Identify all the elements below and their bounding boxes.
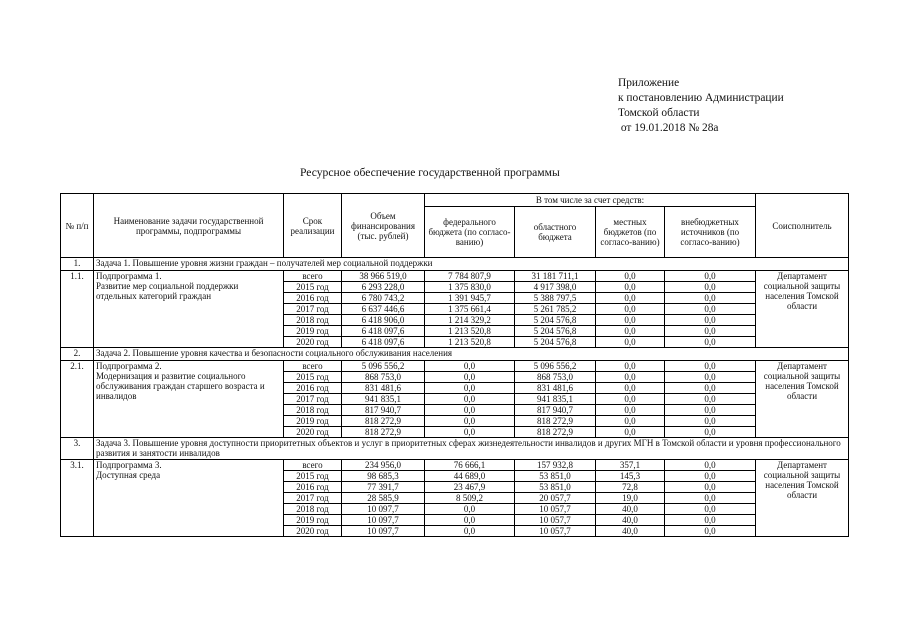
cell-volume: 868 753,0 (342, 372, 425, 383)
cell-regional: 817 940,7 (515, 405, 596, 416)
coexecutor: Департамент социальной защиты населения Томской области (756, 361, 849, 438)
cell-local: 145,3 (596, 471, 665, 482)
cell-extra: 0,0 (665, 326, 756, 337)
cell-extra: 0,0 (665, 293, 756, 304)
document-title: Ресурсное обеспечение государственной программы (300, 166, 560, 179)
cell-volume: 817 940,7 (342, 405, 425, 416)
header-local: местных бюджетов (по согласо-ванию) (596, 207, 665, 258)
cell-federal: 0,0 (425, 526, 515, 537)
cell-period: 2019 год (284, 416, 342, 427)
cell-regional: 5 261 785,2 (515, 304, 596, 315)
appendix-line: от 19.01.2018 № 28а (618, 122, 719, 134)
subprogram-name: Подпрограмма 3. Доступная среда (94, 460, 284, 537)
cell-volume: 98 685,3 (342, 471, 425, 482)
cell-period: 2017 год (284, 493, 342, 504)
cell-local: 0,0 (596, 416, 665, 427)
cell-period: 2018 год (284, 504, 342, 515)
cell-extra: 0,0 (665, 337, 756, 348)
cell-extra: 0,0 (665, 482, 756, 493)
cell-federal: 0,0 (425, 383, 515, 394)
table-row (61, 460, 849, 471)
cell-local: 357,1 (596, 460, 665, 471)
cell-extra: 0,0 (665, 471, 756, 482)
task-number: 3. (61, 438, 94, 460)
header-extra: внебюджетных источников (по согласо-ванию) (665, 207, 756, 258)
cell-local: 0,0 (596, 271, 665, 282)
cell-regional: 53 851,0 (515, 471, 596, 482)
cell-extra: 0,0 (665, 383, 756, 394)
cell-volume: 10 097,7 (342, 515, 425, 526)
cell-local: 0,0 (596, 282, 665, 293)
cell-period: 2019 год (284, 515, 342, 526)
cell-regional: 10 057,7 (515, 526, 596, 537)
cell-volume: 77 391,7 (342, 482, 425, 493)
cell-regional: 5 096 556,2 (515, 361, 596, 372)
cell-volume: 10 097,7 (342, 504, 425, 515)
subprogram-number: 2.1. (61, 361, 94, 438)
cell-local: 0,0 (596, 326, 665, 337)
cell-federal: 0,0 (425, 504, 515, 515)
cell-federal: 7 784 807,9 (425, 271, 515, 282)
cell-local: 0,0 (596, 337, 665, 348)
cell-volume: 6 418 097,6 (342, 337, 425, 348)
cell-volume: 6 418 906,0 (342, 315, 425, 326)
cell-extra: 0,0 (665, 304, 756, 315)
cell-local: 40,0 (596, 526, 665, 537)
cell-federal: 44 689,0 (425, 471, 515, 482)
header-coexecutor: Соисполнитель (756, 194, 849, 258)
cell-federal: 1 214 329,2 (425, 315, 515, 326)
cell-period: 2018 год (284, 405, 342, 416)
cell-volume: 38 966 519,0 (342, 271, 425, 282)
cell-volume: 6 780 743,2 (342, 293, 425, 304)
cell-local: 0,0 (596, 372, 665, 383)
cell-local: 0,0 (596, 304, 665, 315)
header-regional: областного бюджета (515, 207, 596, 258)
cell-extra: 0,0 (665, 271, 756, 282)
cell-extra: 0,0 (665, 515, 756, 526)
appendix-line: к постановлению Администрации (618, 92, 784, 104)
cell-regional: 5 388 797,5 (515, 293, 596, 304)
cell-extra: 0,0 (665, 394, 756, 405)
cell-period: 2018 год (284, 315, 342, 326)
cell-regional: 818 272,9 (515, 416, 596, 427)
coexecutor: Департамент социальной защиты населения Томской области (756, 271, 849, 348)
header-federal: федерального бюджета (по согласо-ванию) (425, 207, 515, 258)
cell-regional: 868 753,0 (515, 372, 596, 383)
header-name: Наименование задачи государственной программы, подпрограммы (94, 194, 284, 258)
cell-regional: 157 932,8 (515, 460, 596, 471)
cell-regional: 941 835,1 (515, 394, 596, 405)
task-title: Задача 3. Повышение уровня доступности приоритетных объектов и услуг в приоритетных сферах жизнедеятельности инвалидов и других МГН в Томской области и уровня профессионального развития и занятости инвалидов (94, 438, 849, 460)
cell-federal: 0,0 (425, 405, 515, 416)
cell-extra: 0,0 (665, 416, 756, 427)
cell-period: 2019 год (284, 326, 342, 337)
header-num: № п/п (61, 194, 94, 258)
cell-volume: 28 585,9 (342, 493, 425, 504)
task-row (61, 258, 849, 271)
cell-regional: 53 851,0 (515, 482, 596, 493)
cell-local: 72,8 (596, 482, 665, 493)
cell-federal: 0,0 (425, 427, 515, 438)
cell-period: 2015 год (284, 282, 342, 293)
cell-regional: 31 181 711,1 (515, 271, 596, 282)
cell-local: 0,0 (596, 293, 665, 304)
subprogram-number: 3.1. (61, 460, 94, 537)
cell-regional: 4 917 398,0 (515, 282, 596, 293)
cell-extra: 0,0 (665, 427, 756, 438)
cell-period: всего (284, 271, 342, 282)
cell-regional: 5 204 576,8 (515, 326, 596, 337)
coexecutor: Департамент социальной защиты населения Томской области (756, 460, 849, 537)
subprogram-name: Подпрограмма 2. Модернизация и развитие социального обслуживания граждан старшего возраста и инвалидов (94, 361, 284, 438)
cell-period: 2020 год (284, 427, 342, 438)
cell-federal: 8 509,2 (425, 493, 515, 504)
cell-local: 0,0 (596, 394, 665, 405)
cell-period: 2016 год (284, 482, 342, 493)
cell-local: 0,0 (596, 383, 665, 394)
cell-period: 2016 год (284, 293, 342, 304)
cell-extra: 0,0 (665, 361, 756, 372)
cell-regional: 20 057,7 (515, 493, 596, 504)
cell-extra: 0,0 (665, 405, 756, 416)
header-term: Срок реализации (284, 194, 342, 258)
cell-federal: 1 391 945,7 (425, 293, 515, 304)
header-including: В том числе за счет средств: (425, 194, 756, 207)
cell-volume: 234 956,0 (342, 460, 425, 471)
cell-regional: 5 204 576,8 (515, 337, 596, 348)
subprogram-number: 1.1. (61, 271, 94, 348)
cell-federal: 1 213 520,8 (425, 326, 515, 337)
cell-volume: 831 481,6 (342, 383, 425, 394)
cell-period: 2015 год (284, 471, 342, 482)
cell-period: 2016 год (284, 383, 342, 394)
table-body (61, 258, 849, 537)
cell-volume: 6 418 097,6 (342, 326, 425, 337)
cell-federal: 0,0 (425, 372, 515, 383)
cell-local: 40,0 (596, 504, 665, 515)
cell-local: 0,0 (596, 405, 665, 416)
task-number: 1. (61, 258, 94, 271)
cell-regional: 831 481,6 (515, 383, 596, 394)
cell-period: всего (284, 460, 342, 471)
cell-federal: 0,0 (425, 394, 515, 405)
cell-local: 19,0 (596, 493, 665, 504)
cell-extra: 0,0 (665, 282, 756, 293)
cell-federal: 23 467,9 (425, 482, 515, 493)
task-number: 2. (61, 348, 94, 361)
cell-period: 2020 год (284, 337, 342, 348)
cell-federal: 1 375 830,0 (425, 282, 515, 293)
cell-federal: 1 375 661,4 (425, 304, 515, 315)
cell-local: 0,0 (596, 361, 665, 372)
cell-period: 2017 год (284, 394, 342, 405)
cell-volume: 818 272,9 (342, 416, 425, 427)
cell-regional: 5 204 576,8 (515, 315, 596, 326)
cell-extra: 0,0 (665, 493, 756, 504)
task-title: Задача 2. Повышение уровня качества и безопасности социального обслуживания населения (94, 348, 849, 361)
cell-regional: 10 057,7 (515, 515, 596, 526)
cell-local: 40,0 (596, 515, 665, 526)
table-row (61, 361, 849, 372)
cell-period: 2015 год (284, 372, 342, 383)
cell-extra: 0,0 (665, 460, 756, 471)
cell-local: 0,0 (596, 315, 665, 326)
cell-volume: 818 272,9 (342, 427, 425, 438)
cell-regional: 10 057,7 (515, 504, 596, 515)
task-row (61, 348, 849, 361)
subprogram-name: Подпрограмма 1. Развитие мер социальной поддержки отдельных категорий граждан (94, 271, 284, 348)
cell-local: 0,0 (596, 427, 665, 438)
cell-extra: 0,0 (665, 526, 756, 537)
cell-volume: 10 097,7 (342, 526, 425, 537)
cell-regional: 818 272,9 (515, 427, 596, 438)
cell-period: 2017 год (284, 304, 342, 315)
cell-extra: 0,0 (665, 372, 756, 383)
task-title: Задача 1. Повышение уровня жизни граждан – получателей мер социальной поддержки (94, 258, 849, 271)
cell-period: всего (284, 361, 342, 372)
cell-federal: 0,0 (425, 416, 515, 427)
cell-federal: 76 666,1 (425, 460, 515, 471)
cell-volume: 6 293 228,0 (342, 282, 425, 293)
cell-federal: 0,0 (425, 361, 515, 372)
cell-volume: 6 637 446,6 (342, 304, 425, 315)
cell-period: 2020 год (284, 526, 342, 537)
cell-volume: 5 096 556,2 (342, 361, 425, 372)
appendix-note (618, 76, 784, 136)
task-row (61, 438, 849, 460)
cell-extra: 0,0 (665, 504, 756, 515)
appendix-line: Приложение (618, 77, 680, 89)
resource-table (60, 193, 849, 537)
appendix-line: Томской области (618, 107, 700, 119)
cell-extra: 0,0 (665, 315, 756, 326)
cell-federal: 0,0 (425, 515, 515, 526)
header-volume: Объем финансирования (тыс. рублей) (342, 194, 425, 258)
table-row (61, 271, 849, 282)
cell-federal: 1 213 520,8 (425, 337, 515, 348)
cell-volume: 941 835,1 (342, 394, 425, 405)
